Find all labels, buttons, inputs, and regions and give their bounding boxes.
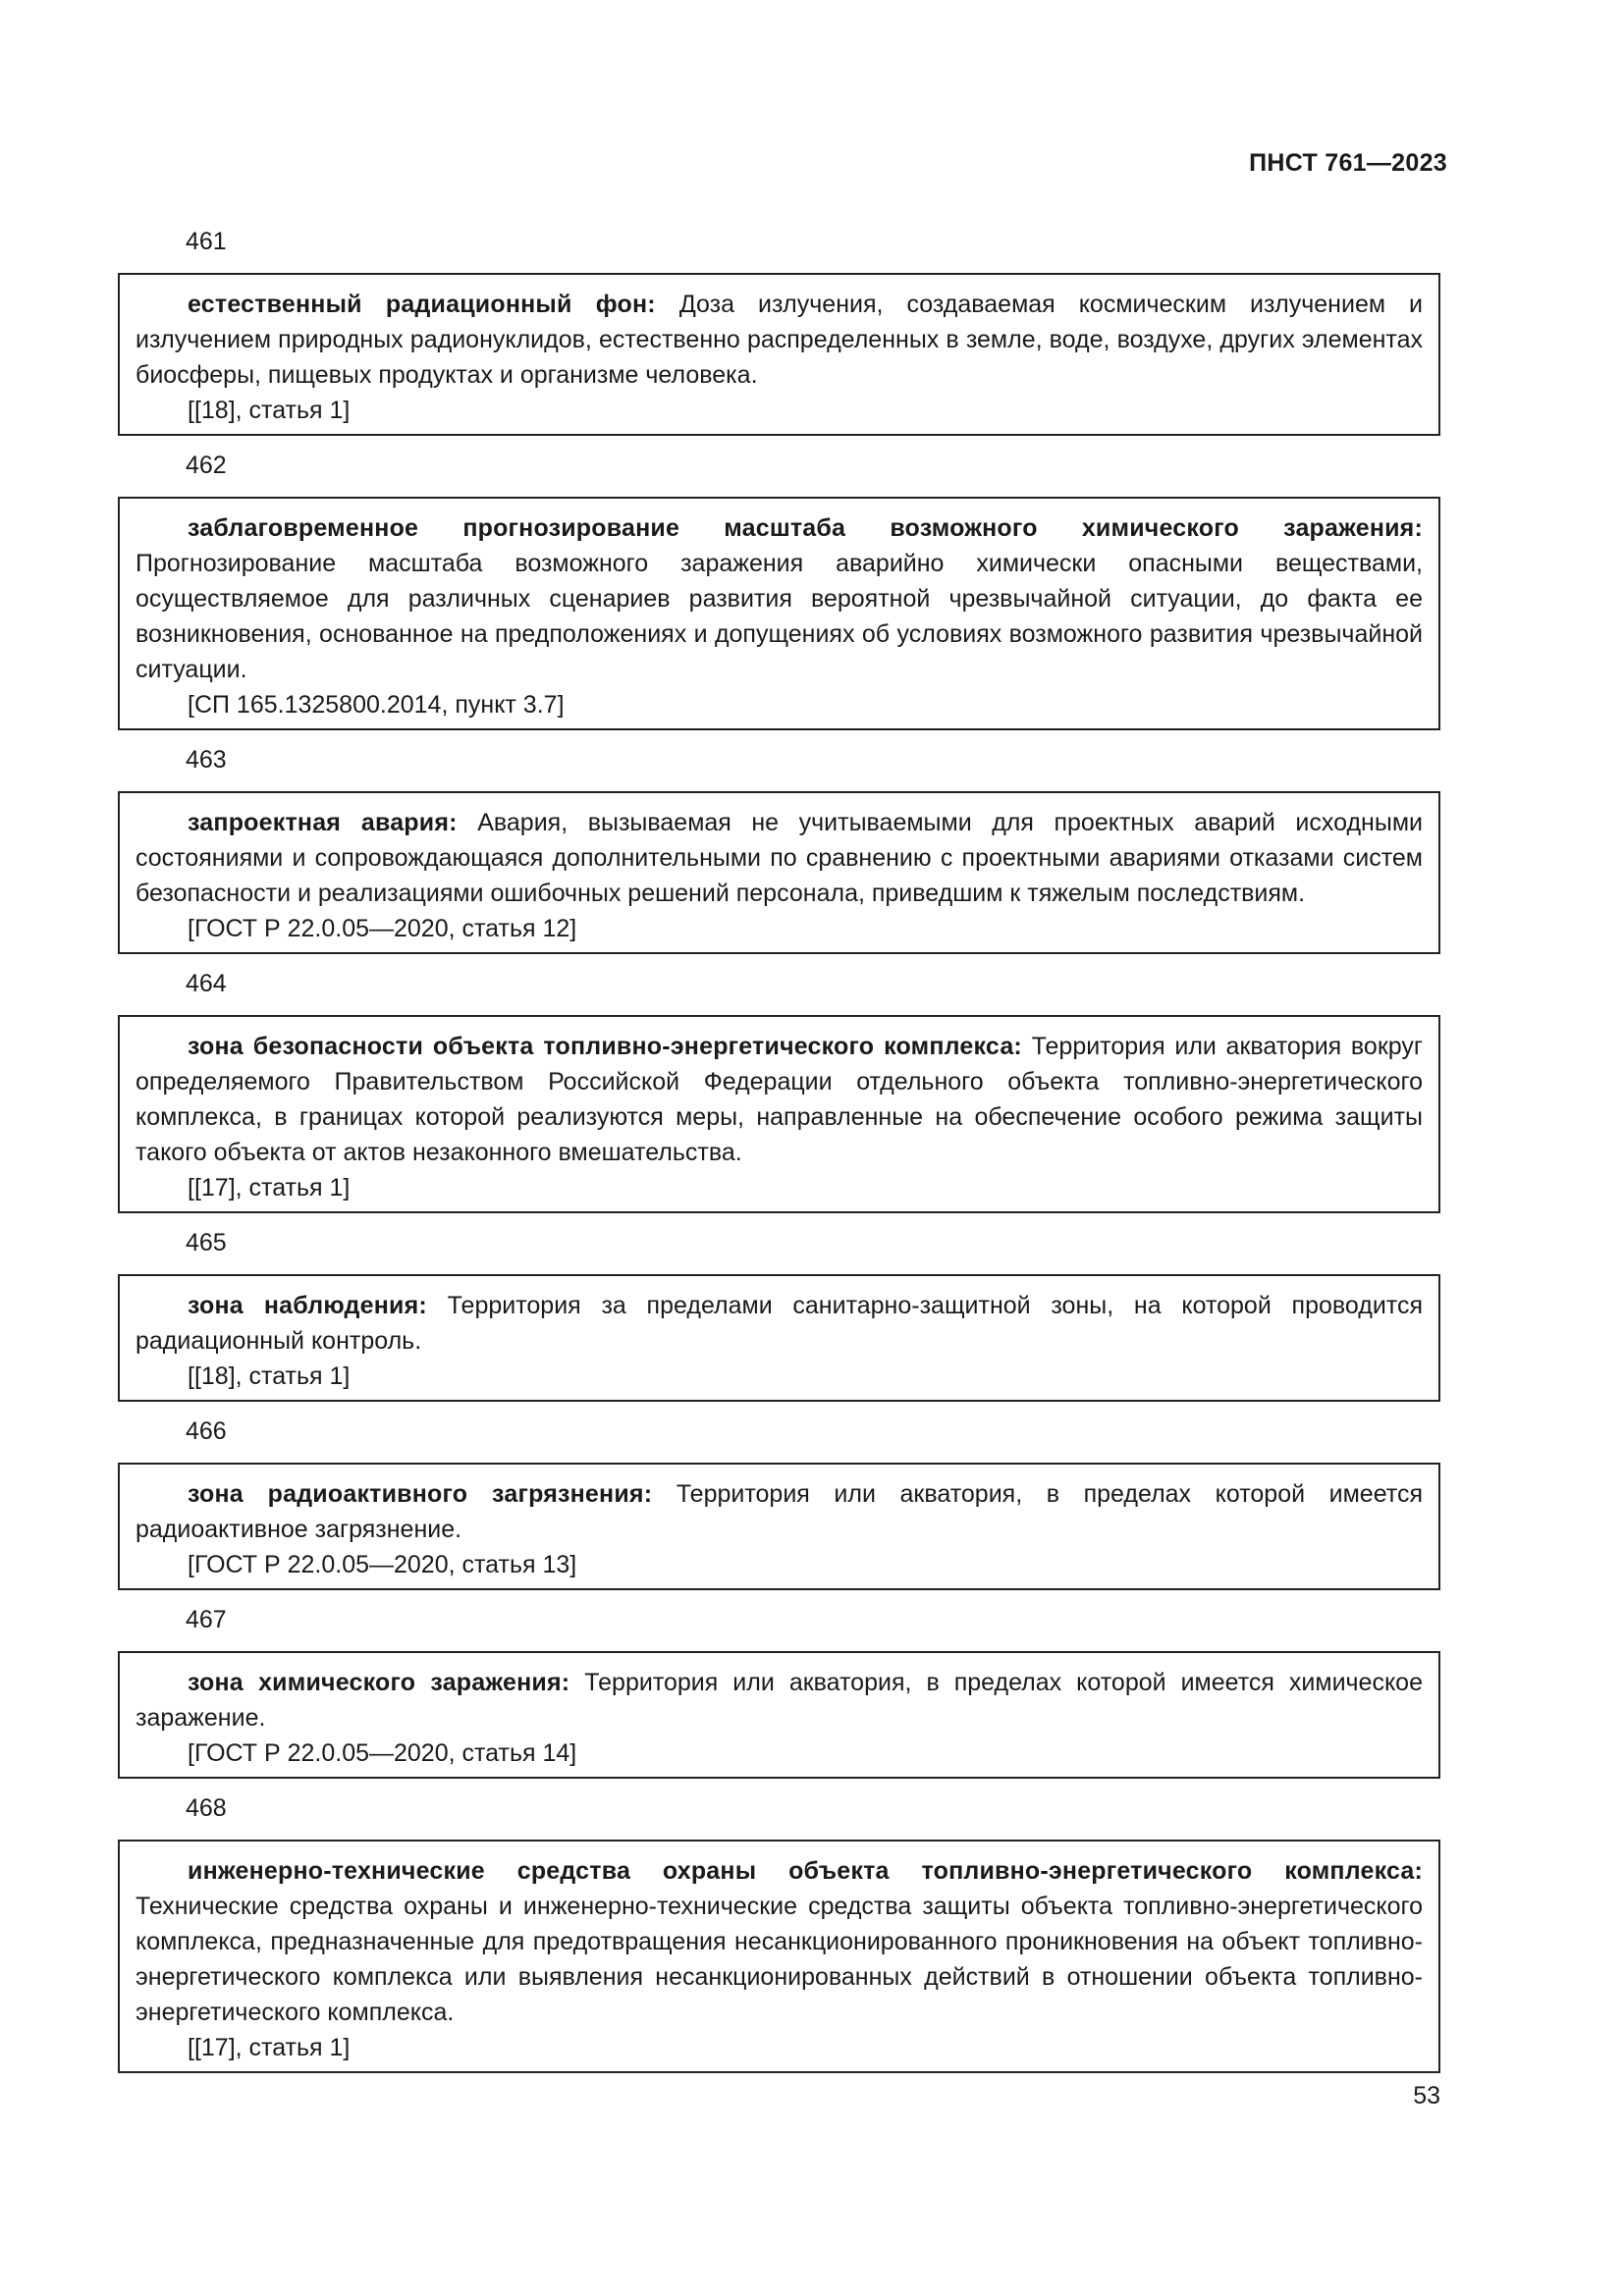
term-entry [118, 966, 1440, 1213]
entry-number: 467 [186, 1606, 227, 1633]
entry-definition: Авария, вызываемая не учитываемыми для проектных аварий исходными состояниями и сопровождающаяся дополнительными по сравнению с проектными авариями отказами систем безопасности и реализациями ошибочных решений персонала, приведшим к тяжелым последствиям. [135, 809, 1423, 907]
term-entry [118, 1225, 1440, 1402]
entry-term: зона безопасности объекта топливно-энергетического комплекса: [188, 1033, 1022, 1060]
entry-box [118, 1015, 1440, 1213]
document-code: ПНСТ 761—2023 [1249, 149, 1447, 177]
term-entry [118, 448, 1440, 730]
entry-number: 466 [186, 1417, 227, 1445]
term-entry [118, 742, 1440, 954]
entry-term: запроектная авария: [188, 809, 458, 836]
entry-source: [[17], статья 1] [188, 2034, 351, 2061]
entry-source: [ГОСТ Р 22.0.05—2020, статья 13] [188, 1551, 577, 1578]
entry-source: [[18], статья 1] [188, 397, 351, 424]
entry-box [118, 1274, 1440, 1402]
entry-source: [[18], статья 1] [188, 1362, 351, 1390]
entry-term: инженерно-технические средства охраны объекта топливно-энергетического комплекса: [188, 1857, 1423, 1885]
term-entry [118, 1602, 1440, 1779]
entry-number: 464 [186, 970, 227, 997]
entry-number: 462 [186, 452, 227, 479]
entry-source: [СП 165.1325800.2014, пункт 3.7] [188, 691, 565, 719]
entry-box [118, 791, 1440, 954]
entry-source: [ГОСТ Р 22.0.05—2020, статья 12] [188, 915, 577, 942]
term-entry [118, 224, 1440, 436]
entry-source: [[17], статья 1] [188, 1174, 351, 1201]
entry-definition: Технические средства охраны и инженерно-технические средства защиты объекта топливно-энергетического комплекса, предназначенные для предотвращения несанкционированного проникновения на объект топливно-энергетического комплекса или выявления несанкционированных действий в отношении объекта топливно-энергетического комплекса. [135, 1893, 1423, 2026]
page-number: 53 [1413, 2082, 1440, 2109]
entry-box [118, 497, 1440, 730]
entry-number: 461 [186, 228, 227, 255]
entry-term: зона химического заражения: [188, 1669, 570, 1696]
entry-box [118, 1651, 1440, 1779]
entry-definition: Прогнозирование масштаба возможного заражения аварийно химически опасными веществами, осуществляемое для различных сценариев развития вероятной чрезвычайной ситуации, до факта ее возникновения, основанное на предположениях и допущениях об условиях возможного развития чрезвычайной ситуации. [135, 550, 1423, 683]
term-entry [118, 1790, 1440, 2073]
entry-definition: Территория за пределами санитарно-защитной зоны, на которой проводится радиационный контроль. [135, 1292, 1424, 1355]
entry-definition: Территория или акватория вокруг определяемого Правительством Российской Федерации отдельного объекта топливно-энергетического комплекса, в границах которой реализуются меры, направленные на обеспечение особого режима защиты такого объекта от актов незаконного вмешательства. [135, 1033, 1423, 1166]
entry-source: [ГОСТ Р 22.0.05—2020, статья 14] [188, 1739, 577, 1767]
term-entries [118, 224, 1440, 2085]
entry-number: 463 [186, 746, 227, 774]
entry-definition: Территория или акватория, в пределах которой имеется радиоактивное загрязнение. [135, 1480, 1423, 1543]
entry-term: зона наблюдения: [188, 1292, 427, 1319]
entry-term: зона радиоактивного загрязнения: [188, 1480, 653, 1508]
entry-number: 465 [186, 1229, 227, 1256]
entry-term: заблаговременное прогнозирование масштаба возможного химического заражения: [188, 514, 1423, 542]
entry-definition: Территория или акватория, в пределах которой имеется химическое заражение. [135, 1669, 1423, 1732]
entry-number: 468 [186, 1794, 227, 1822]
term-entry [118, 1414, 1440, 1590]
entry-definition: Доза излучения, создаваемая космическим излучением и излучением природных радионуклидов, естественно распределенных в земле, воде, воздухе, других элементах биосферы, пищевых продуктах и организме человека. [135, 291, 1424, 389]
entry-term: естественный радиационный фон: [188, 291, 656, 318]
entry-box [118, 273, 1440, 436]
entry-box [118, 1463, 1440, 1590]
entry-box [118, 1840, 1440, 2073]
